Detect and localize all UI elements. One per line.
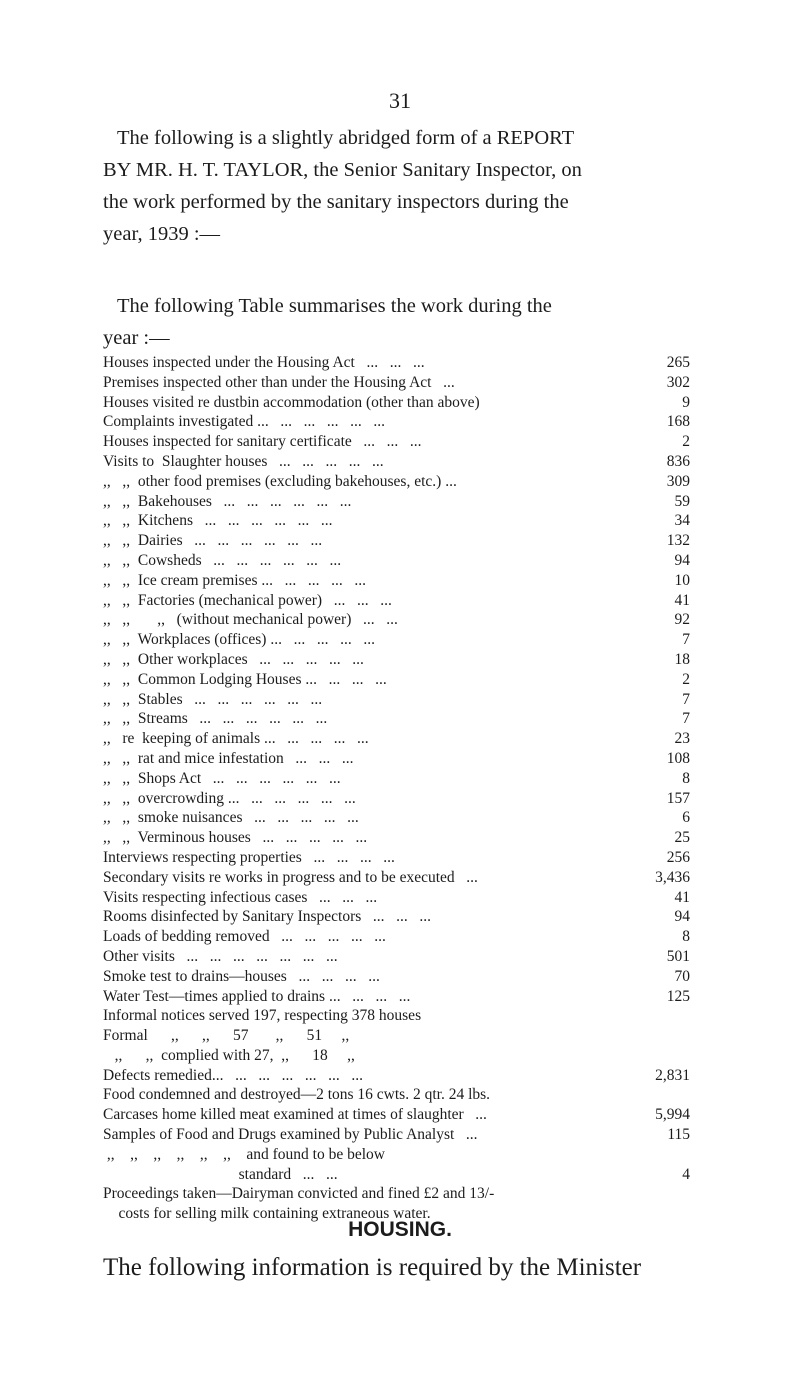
intro-line: The following is a slightly abridged form of a REPORT xyxy=(117,127,575,149)
table-row xyxy=(103,1165,690,1185)
row-label: Carcases home killed meat examined at times of slaughter ... xyxy=(103,1106,487,1124)
row-value: 501 xyxy=(666,947,690,965)
row-label: Proceedings taken—Dairyman convicted and fined £2 and 13/- xyxy=(103,1185,495,1203)
table-row xyxy=(103,987,690,1007)
row-value: 2 xyxy=(682,433,690,451)
row-value: 168 xyxy=(666,413,690,431)
table-row xyxy=(103,591,690,611)
row-label: ,, ,, Other workplaces ... ... ... ... ... xyxy=(103,650,364,668)
row-value: 18 xyxy=(674,650,690,668)
row-label: Complaints investigated ... ... ... ... ... ... xyxy=(103,413,385,431)
row-label: Interviews respecting properties ... ... ... ... xyxy=(103,848,395,866)
table-row xyxy=(103,650,690,670)
row-label: Informal notices served 197, respecting 378 houses xyxy=(103,1007,422,1025)
row-value: 125 xyxy=(666,987,690,1005)
row-label: Samples of Food and Drugs examined by Public Analyst ... xyxy=(103,1126,478,1144)
row-label: Defects remedied... ... ... ... ... ... ... xyxy=(103,1066,363,1084)
table-row xyxy=(103,749,690,769)
table-row xyxy=(103,373,690,393)
table-row xyxy=(103,690,690,710)
row-label: standard ... ... xyxy=(103,1165,338,1183)
row-value: 7 xyxy=(682,631,690,649)
row-label: ,, ,, Ice cream premises ... ... ... ... ... xyxy=(103,571,367,589)
table-row xyxy=(103,1046,690,1066)
table-row xyxy=(103,472,690,492)
row-value: 25 xyxy=(674,829,690,847)
table-row xyxy=(103,393,690,413)
table-row xyxy=(103,947,690,967)
work-summary-table xyxy=(103,353,690,1224)
row-label: Water Test—times applied to drains ... ... ... ... xyxy=(103,987,411,1005)
row-label: ,, ,, ,, ,, ,, ,, and found to be below xyxy=(103,1145,385,1163)
table-row xyxy=(103,828,690,848)
row-value: 7 xyxy=(682,690,690,708)
row-label: ,, ,, Dairies ... ... ... ... ... ... xyxy=(103,532,323,550)
row-label: Rooms disinfected by Sanitary Inspectors ... ... ... xyxy=(103,908,432,926)
row-label: ,, ,, other food premises (excluding bakehouses, etc.) ... xyxy=(103,472,457,490)
row-label: ,, ,, complied with 27, ,, 18 ,, xyxy=(103,1046,355,1064)
summary-line: year :— xyxy=(103,327,170,349)
row-value: 309 xyxy=(666,472,690,490)
row-value: 8 xyxy=(682,928,690,946)
table-row xyxy=(103,492,690,512)
row-label: ,, ,, Common Lodging Houses ... ... ... ... xyxy=(103,670,387,688)
row-label: costs for selling milk containing extraneous water. xyxy=(103,1205,431,1223)
row-value: 4 xyxy=(682,1165,690,1183)
row-value: 3,436 xyxy=(655,868,690,886)
row-value: 23 xyxy=(674,730,690,748)
table-row xyxy=(103,1066,690,1086)
row-label: Loads of bedding removed ... ... ... ... ... xyxy=(103,928,386,946)
table-row xyxy=(103,551,690,571)
row-label: ,, ,, overcrowding ... ... ... ... ... ... xyxy=(103,789,356,807)
row-label: ,, ,, Kitchens ... ... ... ... ... ... xyxy=(103,512,333,530)
row-value: 157 xyxy=(666,789,690,807)
page-number: 31 xyxy=(389,88,411,113)
intro-paragraph xyxy=(103,122,683,250)
table-row xyxy=(103,630,690,650)
table-row xyxy=(103,670,690,690)
row-label: ,, ,, smoke nuisances ... ... ... ... ... xyxy=(103,809,359,827)
row-value: 94 xyxy=(674,551,690,569)
row-value: 70 xyxy=(674,967,690,985)
row-value: 7 xyxy=(682,710,690,728)
housing-intro-line: The following information is required by the Minister xyxy=(103,1254,642,1281)
row-label: Food condemned and destroyed—2 tons 16 cwts. 2 qtr. 24 lbs. xyxy=(103,1086,491,1104)
row-label: Visits to Slaughter houses ... ... ... ... ... xyxy=(103,452,384,470)
row-label: Houses visited re dustbin accommodation (other than above) xyxy=(103,393,480,411)
row-label: Visits respecting infectious cases ... ... ... xyxy=(103,888,378,906)
table-row xyxy=(103,610,690,630)
row-value: 41 xyxy=(674,591,690,609)
table-row xyxy=(103,571,690,591)
row-label: ,, ,, Stables ... ... ... ... ... ... xyxy=(103,690,323,708)
row-value: 59 xyxy=(674,492,690,510)
row-label: Smoke test to drains—houses ... ... ... ... xyxy=(103,967,380,985)
row-label: ,, re keeping of animals ... ... ... ... ... xyxy=(103,730,369,748)
table-row xyxy=(103,789,690,809)
table-row xyxy=(103,888,690,908)
table-row xyxy=(103,353,690,373)
row-label: ,, ,, Shops Act ... ... ... ... ... ... xyxy=(103,769,341,787)
table-row xyxy=(103,709,690,729)
table-row xyxy=(103,808,690,828)
table-row xyxy=(103,967,690,987)
table-row xyxy=(103,868,690,888)
row-label: ,, ,, Bakehouses ... ... ... ... ... ... xyxy=(103,492,352,510)
row-value: 9 xyxy=(682,393,690,411)
table-row xyxy=(103,1085,690,1105)
table-row xyxy=(103,848,690,868)
row-value: 2 xyxy=(682,670,690,688)
row-label: Houses inspected for sanitary certificate ... ... ... xyxy=(103,433,422,451)
row-label: ,, ,, Factories (mechanical power) ... ... ... xyxy=(103,591,392,609)
row-value: 5,994 xyxy=(655,1106,690,1124)
table-row xyxy=(103,511,690,531)
row-label: Houses inspected under the Housing Act ... ... ... xyxy=(103,354,425,371)
row-value: 115 xyxy=(667,1126,690,1144)
table-row xyxy=(103,452,690,472)
intro-line: the work performed by the sanitary inspectors during the xyxy=(103,191,569,213)
row-value: 302 xyxy=(666,373,690,391)
table-row xyxy=(103,769,690,789)
table-row xyxy=(103,1105,690,1125)
row-value: 256 xyxy=(666,848,690,866)
row-label: Premises inspected other than under the Housing Act ... xyxy=(103,373,455,391)
table-row xyxy=(103,927,690,947)
table-row xyxy=(103,1184,690,1204)
row-label: Other visits ... ... ... ... ... ... ... xyxy=(103,947,338,965)
row-value: 41 xyxy=(674,888,690,906)
row-label: ,, ,, rat and mice infestation ... ... ... xyxy=(103,749,354,767)
row-value: 10 xyxy=(674,571,690,589)
row-label: ,, ,, Workplaces (offices) ... ... ... ... ... xyxy=(103,631,375,649)
intro-line: BY MR. H. T. TAYLOR, the Senior Sanitary Inspector, on xyxy=(103,159,582,181)
row-value: 34 xyxy=(674,512,690,530)
summary-paragraph xyxy=(103,290,683,354)
table-row xyxy=(103,412,690,432)
table-row xyxy=(103,729,690,749)
row-value: 92 xyxy=(674,611,690,629)
row-value: 836 xyxy=(666,452,690,470)
row-value: 265 xyxy=(666,354,690,371)
row-value: 8 xyxy=(682,769,690,787)
table-row xyxy=(103,1026,690,1046)
summary-line: The following Table summarises the work during the xyxy=(117,295,552,317)
section-heading: HOUSING. xyxy=(348,1218,452,1241)
row-label: Formal ,, ,, 57 ,, 51 ,, xyxy=(103,1027,350,1045)
row-label: ,, ,, ,, (without mechanical power) ... ... xyxy=(103,611,398,629)
row-label: ,, ,, Verminous houses ... ... ... ... ... xyxy=(103,829,368,847)
row-label: Secondary visits re works in progress and to be executed ... xyxy=(103,868,478,886)
table-row xyxy=(103,1145,690,1165)
intro-line: year, 1939 :— xyxy=(103,223,221,245)
row-label: ,, ,, Cowsheds ... ... ... ... ... ... xyxy=(103,551,342,569)
table-row xyxy=(103,1006,690,1026)
row-label: ,, ,, Streams ... ... ... ... ... ... xyxy=(103,710,328,728)
row-value: 108 xyxy=(666,749,690,767)
row-value: 94 xyxy=(674,908,690,926)
table-row xyxy=(103,432,690,452)
row-value: 132 xyxy=(666,532,690,550)
table-row xyxy=(103,907,690,927)
row-value: 6 xyxy=(682,809,690,827)
table-row xyxy=(103,1125,690,1145)
table-row xyxy=(103,531,690,551)
row-value: 2,831 xyxy=(655,1066,690,1084)
